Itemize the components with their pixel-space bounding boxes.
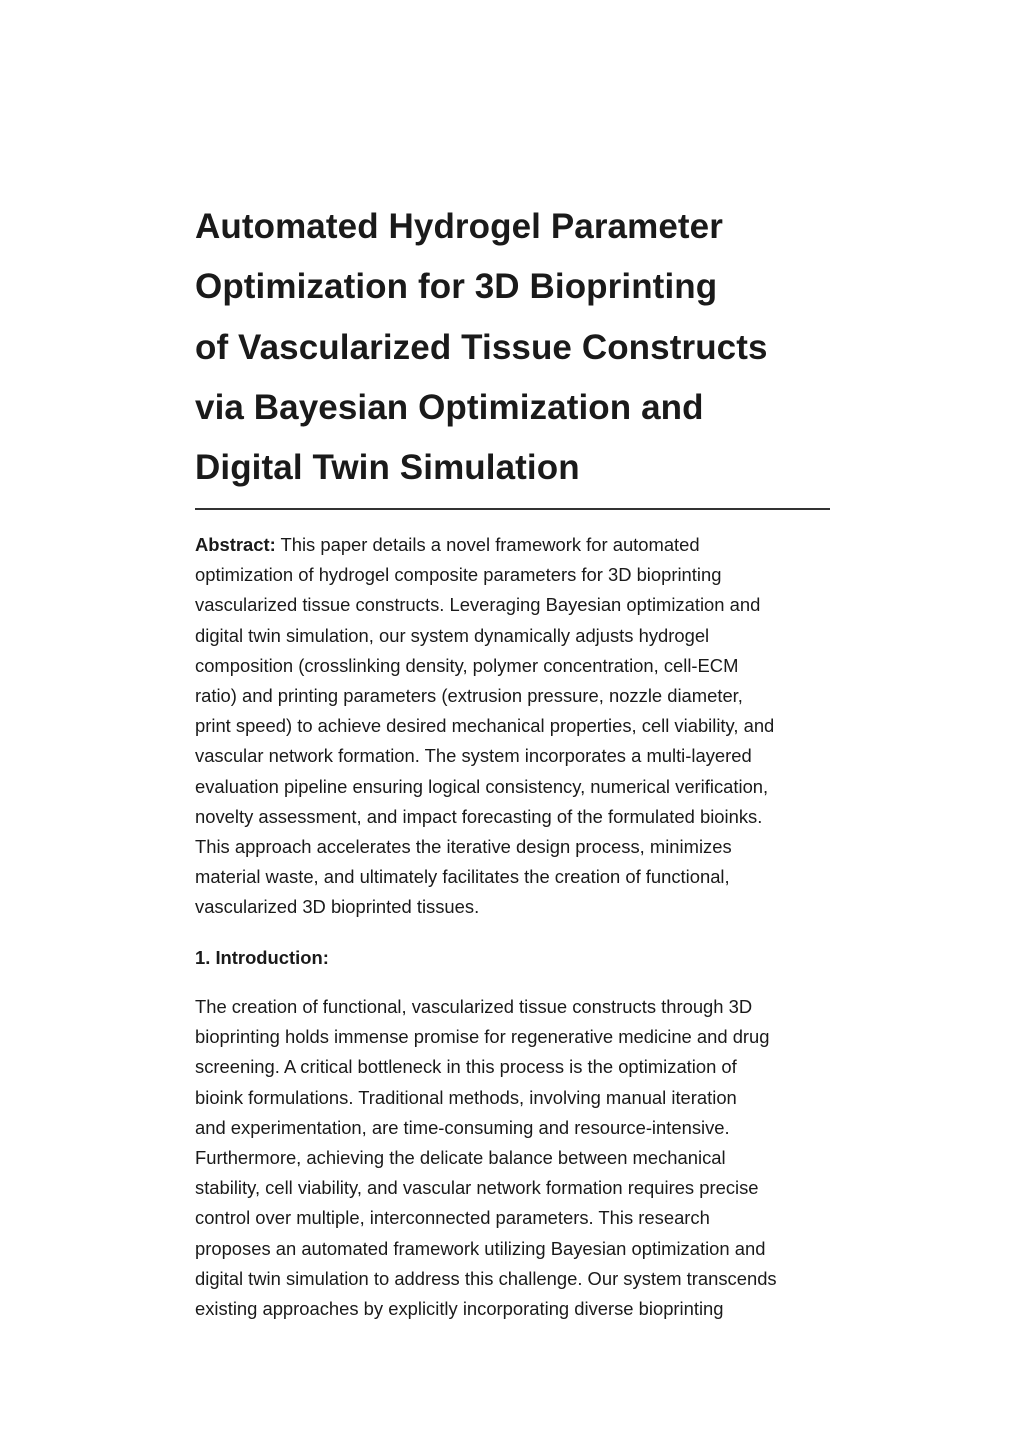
abstract-line: print speed) to achieve desired mechanical properties, cell viability, and — [195, 715, 775, 737]
introduction-line: digital twin simulation to address this challenge. Our system transcends — [195, 1267, 777, 1289]
abstract-line: vascular network formation. The system incorporates a multi-layered — [195, 745, 752, 767]
introduction-line: bioprinting holds immense promise for regenerative medicine and drug — [195, 1026, 770, 1048]
abstract-line: vascularized tissue constructs. Leveraging Bayesian optimization and — [195, 594, 761, 616]
title-line: Optimization for 3D Bioprinting — [195, 267, 718, 307]
paper-title — [195, 197, 768, 498]
title-line: via Bayesian Optimization and — [195, 387, 704, 427]
abstract-line: This paper details a novel framework for automated — [275, 534, 700, 555]
introduction-line: The creation of functional, vascularized tissue constructs through 3D — [195, 996, 753, 1017]
abstract-line: novelty assessment, and impact forecasting of the formulated bioinks. — [195, 805, 763, 827]
introduction-line: and experimentation, are time-consuming and resource-intensive. — [195, 1116, 730, 1138]
abstract-line: This approach accelerates the iterative design process, minimizes — [195, 836, 732, 858]
title-line: of Vascularized Tissue Constructs — [195, 327, 768, 367]
title-line: Automated Hydrogel Parameter — [195, 207, 723, 246]
section-heading-introduction: 1. Introduction: — [195, 947, 329, 968]
introduction-line: Furthermore, achieving the delicate balance between mechanical — [195, 1147, 726, 1169]
introduction-line: screening. A critical bottleneck in this process is the optimization of — [195, 1056, 737, 1078]
introduction-line: stability, cell viability, and vascular network formation requires precise — [195, 1177, 759, 1199]
abstract-line: composition (crosslinking density, polymer concentration, cell-ECM — [195, 654, 739, 676]
abstract-line: material waste, and ultimately facilitates the creation of functional, — [195, 866, 730, 888]
title-divider — [195, 508, 830, 510]
introduction-line: existing approaches by explicitly incorporating diverse bioprinting — [195, 1298, 724, 1320]
abstract-line: optimization of hydrogel composite parameters for 3D bioprinting — [195, 564, 722, 586]
introduction-line: control over multiple, interconnected parameters. This research — [195, 1207, 710, 1229]
abstract-line: ratio) and printing parameters (extrusion pressure, nozzle diameter, — [195, 685, 743, 707]
abstract-label: Abstract: — [195, 534, 276, 555]
abstract-line: digital twin simulation, our system dynamically adjusts hydrogel — [195, 624, 710, 646]
introduction-line: proposes an automated framework utilizing Bayesian optimization and — [195, 1237, 766, 1259]
abstract-line: evaluation pipeline ensuring logical consistency, numerical verification, — [195, 775, 769, 797]
abstract-paragraph — [195, 530, 774, 923]
introduction-paragraph — [195, 992, 777, 1324]
introduction-line: bioink formulations. Traditional methods, involving manual iteration — [195, 1086, 737, 1108]
abstract-line: vascularized 3D bioprinted tissues. — [195, 896, 480, 918]
title-line: Digital Twin Simulation — [195, 448, 580, 488]
